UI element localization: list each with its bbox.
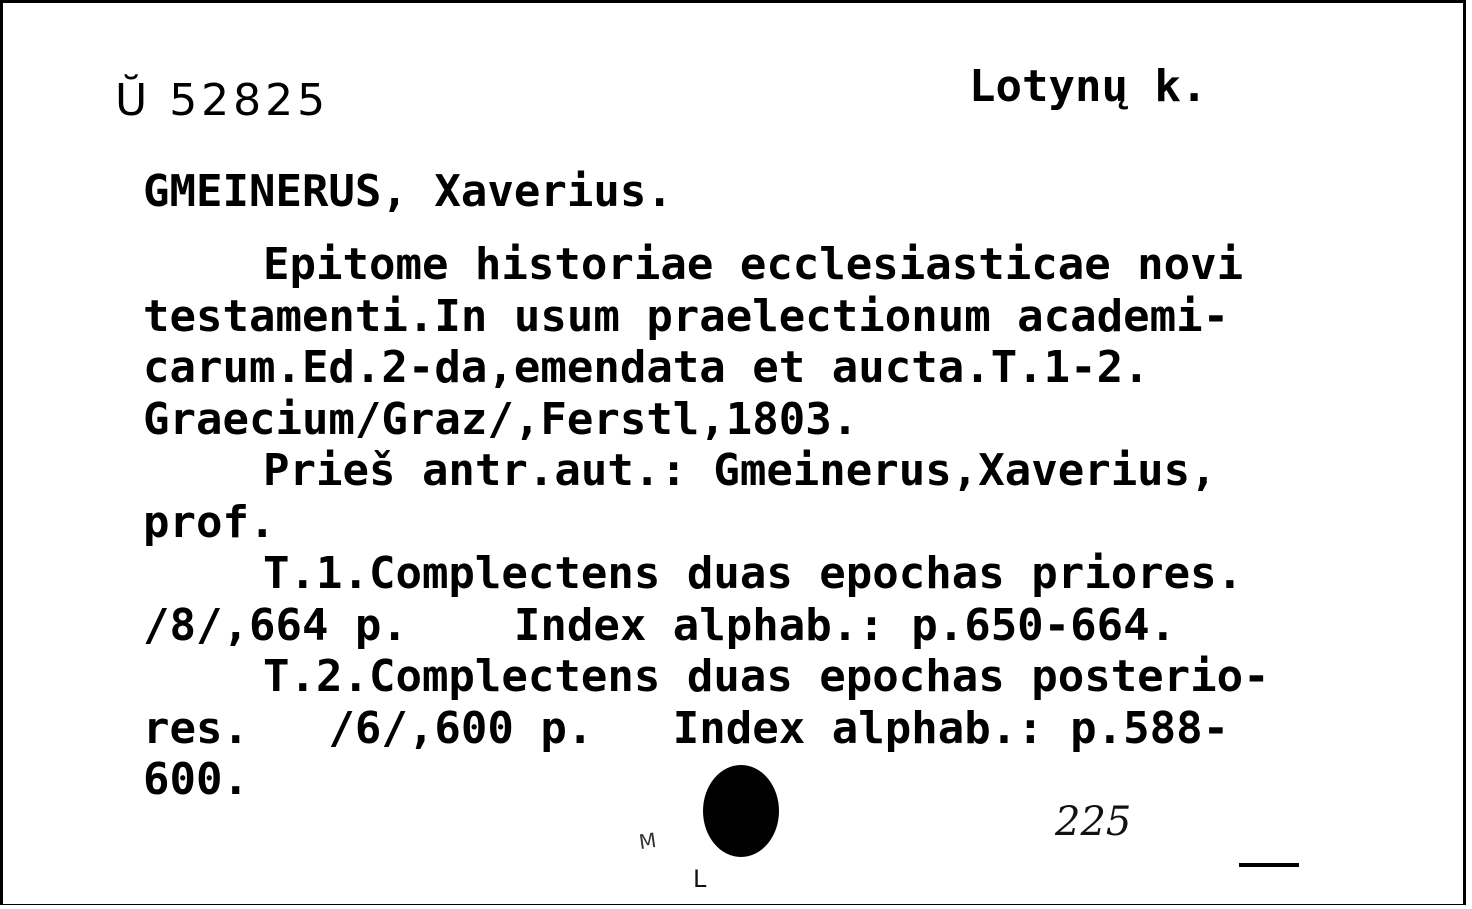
description-line: T.1.Complectens duas epochas priores.: [263, 548, 1244, 599]
description-line: Graecium/Graz/,Ferstl,1803.: [143, 393, 859, 445]
bibliographic-description: [143, 239, 1443, 806]
description-line: testamenti.In usum praelectionum academi-: [143, 290, 1230, 342]
description-line: prof.: [143, 496, 276, 548]
stamp-mark-l: L: [693, 865, 707, 893]
author-heading: GMEINERUS, Xaverius.: [143, 166, 673, 217]
description-line: Prieš antr.aut.: Gmeinerus,Xaverius,: [263, 445, 1217, 496]
description-line: /8/,664 p. Index alphab.: p.650-664.: [143, 599, 1177, 651]
dash-mark: [1239, 863, 1299, 867]
description-line: 600.: [143, 754, 249, 805]
description-line: carum.Ed.2-da,emendata et aucta.T.1-2.: [143, 342, 1150, 393]
punch-hole: [703, 765, 779, 857]
description-line: res. /6/,600 p. Index alphab.: p.588-: [143, 702, 1230, 754]
handwritten-number: 225: [1055, 799, 1132, 845]
call-number: Ŭ 52825: [115, 75, 330, 126]
stamp-mark-m: M: [637, 827, 658, 855]
language-label: Lotynų k.: [969, 61, 1208, 112]
description-line: Epitome historiae ecclesiasticae novi: [263, 239, 1244, 290]
edge-mark: [1344, 0, 1404, 3]
description-line: T.2.Complectens duas epochas posterio-: [263, 651, 1270, 702]
